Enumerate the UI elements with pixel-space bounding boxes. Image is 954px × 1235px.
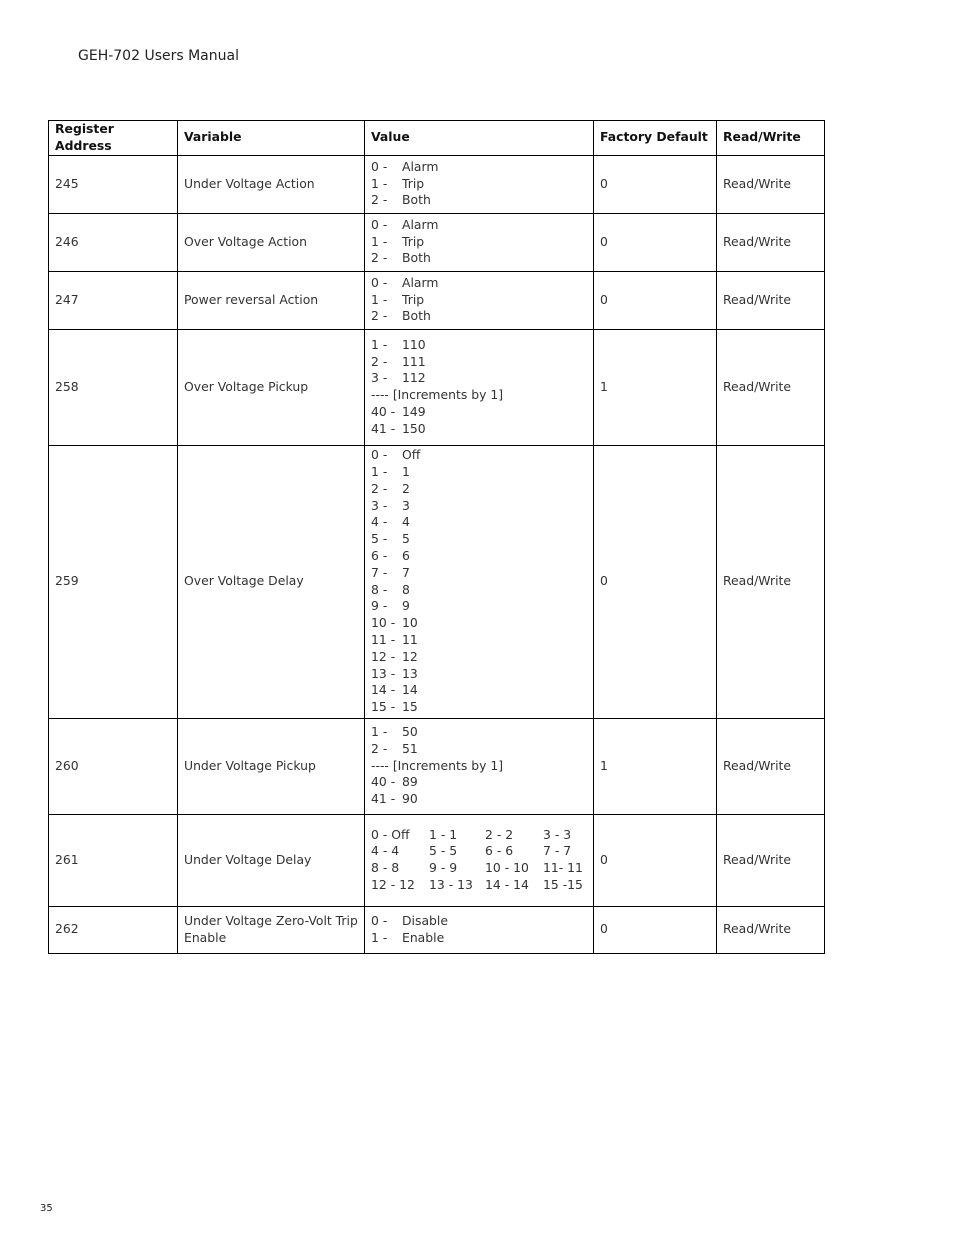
- variable-cell: Under Voltage Zero-Volt Trip Enable: [178, 906, 365, 953]
- value-code: 41 -: [371, 420, 396, 436]
- value-code: 2 -: [371, 250, 388, 266]
- value-option: 4 - 4: [371, 843, 400, 859]
- value-label: Both: [402, 250, 431, 266]
- value-option: 11- 11: [543, 860, 583, 876]
- value-option: 0 - Off: [371, 826, 410, 842]
- value-option: [371, 370, 587, 387]
- value-option: [371, 387, 587, 404]
- value-code: 1 -: [371, 175, 388, 191]
- value-option: [371, 724, 587, 741]
- value-code: 7 -: [371, 564, 388, 580]
- value-option: 3 - 3: [543, 826, 572, 842]
- value-label: 7: [402, 564, 410, 580]
- value-label: 11: [402, 631, 418, 647]
- value-code: 2 -: [371, 353, 388, 369]
- variable-cell: Power reversal Action: [178, 271, 365, 329]
- manual-title: GEH-702 Users Manual: [78, 48, 239, 64]
- value-label: 110: [402, 336, 426, 352]
- value-label: 90: [402, 791, 418, 807]
- page-number: 35: [40, 1203, 53, 1214]
- value-code: 40 -: [371, 774, 396, 790]
- value-code: 1 -: [371, 464, 388, 480]
- value-cell: [365, 906, 594, 953]
- header-register-address: Register Address: [49, 121, 178, 156]
- value-label: Both: [402, 308, 431, 324]
- variable-cell: Over Voltage Delay: [178, 445, 365, 718]
- value-label: 112: [402, 370, 426, 386]
- value-option: [371, 615, 587, 632]
- register-table: [48, 120, 825, 954]
- value-label: 12: [402, 648, 418, 664]
- value-label: 50: [402, 724, 418, 740]
- value-label: 10: [402, 615, 418, 631]
- register-address-cell: 247: [49, 271, 178, 329]
- factory-default-cell: 1: [594, 329, 717, 445]
- header-read-write: Read/Write: [717, 121, 825, 156]
- value-option: [371, 447, 587, 464]
- factory-default-cell: 0: [594, 271, 717, 329]
- table-row: [49, 155, 825, 213]
- table-header-row: [49, 121, 825, 156]
- value-option: 6 - 6: [485, 843, 514, 859]
- value-label: Disable: [402, 912, 448, 928]
- table-row: [49, 271, 825, 329]
- value-option: [371, 791, 587, 808]
- factory-default-cell: 0: [594, 906, 717, 953]
- value-option: 2 - 2: [485, 826, 514, 842]
- value-option: [371, 565, 587, 582]
- value-code: 4 -: [371, 514, 388, 530]
- value-code: 1 -: [371, 929, 388, 945]
- table-row: [49, 445, 825, 718]
- table-row: [49, 329, 825, 445]
- value-option: 9 - 9: [429, 860, 458, 876]
- value-option: [371, 699, 587, 716]
- value-option: [371, 514, 587, 531]
- value-option: 5 - 5: [429, 843, 458, 859]
- value-option: [371, 666, 587, 683]
- value-option: 8 - 8: [371, 860, 400, 876]
- value-grid: [371, 827, 587, 894]
- value-code: 6 -: [371, 548, 388, 563]
- factory-default-cell: 0: [594, 445, 717, 718]
- value-option: [371, 758, 587, 775]
- value-option: [371, 741, 587, 758]
- value-cell: [365, 445, 594, 718]
- value-option: 1 - 1: [429, 826, 458, 842]
- value-code: 1 -: [371, 336, 388, 352]
- value-code: 11 -: [371, 631, 396, 647]
- value-option: [371, 234, 587, 251]
- value-option: [371, 682, 587, 699]
- value-label: 150: [402, 420, 426, 436]
- value-option: [371, 774, 587, 791]
- value-code: 2 -: [371, 740, 388, 756]
- value-code: 13 -: [371, 665, 396, 681]
- value-label: Off: [402, 447, 421, 463]
- value-label: Trip: [402, 175, 425, 191]
- value-code: 8 -: [371, 581, 388, 597]
- value-code: ---- [Increments by 1]: [371, 757, 504, 773]
- value-code: 12 -: [371, 648, 396, 664]
- register-address-cell: 245: [49, 155, 178, 213]
- value-label: Trip: [402, 291, 425, 307]
- variable-cell: Under Voltage Pickup: [178, 718, 365, 814]
- value-label: 15: [402, 699, 418, 715]
- variable-cell: Under Voltage Action: [178, 155, 365, 213]
- value-option: [371, 649, 587, 666]
- value-label: 2: [402, 480, 410, 496]
- value-option: [371, 337, 587, 354]
- value-option: [371, 531, 587, 548]
- value-code: 10 -: [371, 615, 396, 631]
- variable-cell: Over Voltage Action: [178, 213, 365, 271]
- value-label: Alarm: [402, 274, 439, 290]
- value-code: 2 -: [371, 308, 388, 324]
- value-option: [371, 159, 587, 176]
- table-row: [49, 814, 825, 906]
- value-option: [371, 632, 587, 649]
- value-code: 0 -: [371, 158, 388, 174]
- read-write-cell: Read/Write: [717, 271, 825, 329]
- value-label: 14: [402, 682, 418, 698]
- read-write-cell: Read/Write: [717, 213, 825, 271]
- header-variable: Variable: [178, 121, 365, 156]
- register-address-cell: 261: [49, 814, 178, 906]
- value-label: Alarm: [402, 158, 439, 174]
- value-label: 111: [402, 353, 426, 369]
- value-label: 5: [402, 531, 410, 547]
- read-write-cell: Read/Write: [717, 814, 825, 906]
- value-option: [371, 913, 587, 930]
- value-option: [371, 421, 587, 438]
- value-code: 41 -: [371, 791, 396, 807]
- value-label: Both: [402, 192, 431, 208]
- value-option: [371, 275, 587, 292]
- value-option: 15 -15: [543, 876, 583, 892]
- header-value: Value: [365, 121, 594, 156]
- value-cell: [365, 271, 594, 329]
- value-option: [371, 250, 587, 267]
- factory-default-cell: 0: [594, 213, 717, 271]
- value-label: Trip: [402, 233, 425, 249]
- factory-default-cell: 0: [594, 155, 717, 213]
- value-label: 149: [402, 403, 426, 419]
- factory-default-cell: 0: [594, 814, 717, 906]
- value-code: 40 -: [371, 403, 396, 419]
- value-option: 14 - 14: [485, 876, 529, 892]
- value-code: 5 -: [371, 531, 388, 547]
- read-write-cell: Read/Write: [717, 718, 825, 814]
- value-label: 8: [402, 581, 410, 597]
- register-address-cell: 260: [49, 718, 178, 814]
- read-write-cell: Read/Write: [717, 329, 825, 445]
- value-code: 1 -: [371, 724, 388, 740]
- value-code: 9 -: [371, 598, 388, 614]
- value-cell: [365, 718, 594, 814]
- register-address-cell: 259: [49, 445, 178, 718]
- value-label: 1: [402, 464, 410, 480]
- value-code: 0 -: [371, 216, 388, 232]
- value-label: 6: [402, 548, 410, 563]
- value-option: [371, 176, 587, 193]
- value-code: 0 -: [371, 912, 388, 928]
- value-label: 3: [402, 497, 410, 513]
- read-write-cell: Read/Write: [717, 155, 825, 213]
- variable-cell: Under Voltage Delay: [178, 814, 365, 906]
- value-cell: [365, 814, 594, 906]
- table-row: [49, 718, 825, 814]
- read-write-cell: Read/Write: [717, 906, 825, 953]
- value-option: [371, 498, 587, 515]
- variable-cell: Over Voltage Pickup: [178, 329, 365, 445]
- value-option: [371, 354, 587, 371]
- table-row: [49, 906, 825, 953]
- register-address-cell: 246: [49, 213, 178, 271]
- value-label: 4: [402, 514, 410, 530]
- value-option: 10 - 10: [485, 860, 529, 876]
- value-label: 9: [402, 598, 410, 614]
- value-label: 13: [402, 665, 418, 681]
- value-code: 14 -: [371, 682, 396, 698]
- value-option: 12 - 12: [371, 876, 415, 892]
- value-option: 7 - 7: [543, 843, 572, 859]
- read-write-cell: Read/Write: [717, 445, 825, 718]
- value-code: 15 -: [371, 699, 396, 715]
- value-option: [371, 308, 587, 325]
- value-option: [371, 217, 587, 234]
- value-option: [371, 404, 587, 421]
- value-option: [371, 292, 587, 309]
- value-option: [371, 481, 587, 498]
- value-code: 0 -: [371, 274, 388, 290]
- value-option: [371, 464, 587, 481]
- value-option: [371, 930, 587, 947]
- value-label: 51: [402, 740, 418, 756]
- value-option: [371, 192, 587, 209]
- table-row: [49, 213, 825, 271]
- value-code: 0 -: [371, 447, 388, 463]
- value-code: 2 -: [371, 192, 388, 208]
- value-option: 13 - 13: [429, 876, 473, 892]
- value-code: 2 -: [371, 480, 388, 496]
- value-option: [371, 598, 587, 615]
- value-label: Enable: [402, 929, 445, 945]
- value-label: 89: [402, 774, 418, 790]
- value-code: 3 -: [371, 370, 388, 386]
- value-code: 1 -: [371, 233, 388, 249]
- value-code: 3 -: [371, 497, 388, 513]
- value-code: 1 -: [371, 291, 388, 307]
- value-option: [371, 548, 587, 565]
- value-option: [371, 582, 587, 599]
- factory-default-cell: 1: [594, 718, 717, 814]
- register-address-cell: 262: [49, 906, 178, 953]
- register-address-cell: 258: [49, 329, 178, 445]
- value-cell: [365, 213, 594, 271]
- value-cell: [365, 329, 594, 445]
- value-label: Alarm: [402, 216, 439, 232]
- header-factory-default: Factory Default: [594, 121, 717, 156]
- value-code: ---- [Increments by 1]: [371, 387, 504, 403]
- value-cell: [365, 155, 594, 213]
